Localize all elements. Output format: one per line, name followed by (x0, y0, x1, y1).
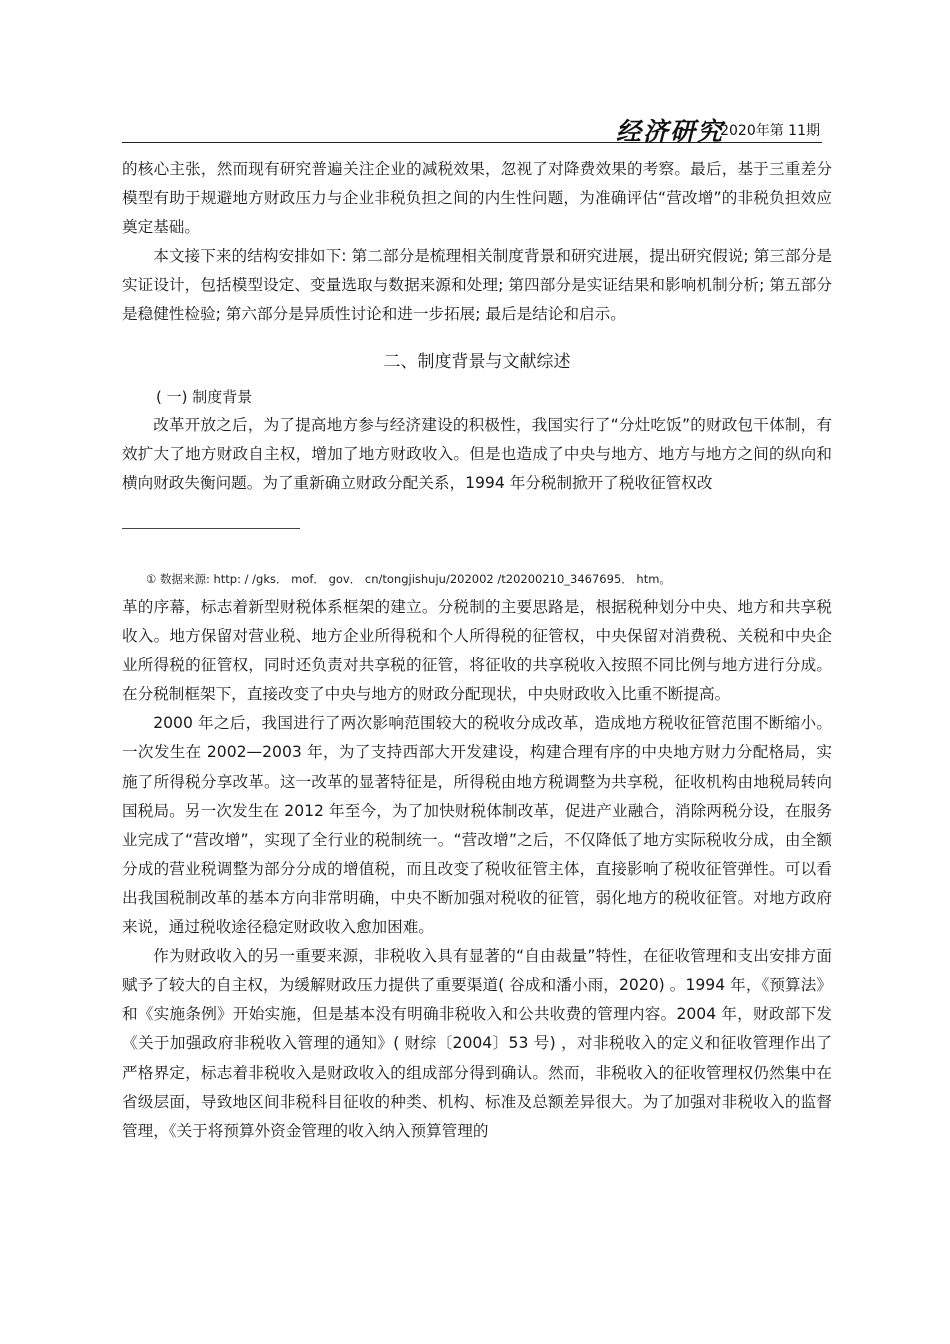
reform-block-part1 (122, 411, 832, 498)
page-header (122, 112, 822, 146)
paragraph-continued: 的核心主张，然而现有研究普遍关注企业的减税效果，忽视了对降费效果的考察。最后，基于三重差分模型有助于规避地方财政压力与企业非税负担之间的内生性问题，为准确评估“营改增”的非税负担效应奠定基础。 (122, 160, 832, 237)
issue-label: 2020年第 11期 (720, 123, 820, 139)
paragraph-2000: 2000 年之后，我国进行了两次影响范围较大的税收分成改革，造成地方税收征管范围不断缩小。一次发生在 2002—2003 年，为了支持西部大开发建设，构建合理有序的中央地方财力分配格局，实施了所得税分享改革。这一改革的显著特征是，所得税由地方税调整为共享税，征收机构由地税局转向国税局。另一次发生在 2012 年至今，为了加快财税体制改革，促进产业融合，消除两税分设，在服务业完成了“营改增”，实现了全行业的税制统一。“营改增”之后，不仅降低了地方实际税收分成，由全额分成的营业税调整为部分分成的增值税，而且改变了税收征管主体，直接影响了税收征管弹性。可以看出我国税制改革的基本方向非常明确，中央不断加强对税收的征管，弱化地方的税收征管。对地方政府来说，通过税收途径稳定财政收入愈加困难。 (122, 714, 832, 937)
paragraph-nontax: 作为财政收入的另一重要来源，非税收入具有显著的“自由裁量”特性，在征收管理和支出安排方面赋予了较大的自主权，为缓解财政压力提供了重要渠道( 谷成和潘小雨，2020) 。1994 年，《预算法》和《实施条例》开始实施，但是基本没有明确非税收入和公共收费的管理内容。2004 年，财政部下发《关于加强政府非税收入管理的通知》( 财综〔2004〕53 号) ，对非税收入的定义和征收管理作出了严格界定，标志着非税收入是财政收入的组成部分得到确认。然而，非税收入的征收管理权仍然集中在省级层面，导致地区间非税科目征收的种类、机构、标准及总额差异很大。为了加强对非税收入的监督管理，《关于将预算外资金管理的收入纳入预算管理的 (122, 947, 832, 1140)
paragraph-reform-part2: 革的序幕，标志着新型财税体系框架的建立。分税制的主要思路是，根据税种划分中央、地方和共享税收入。地方保留对营业税、地方企业所得税和个人所得税的征管权，中央保留对消费税、关税和中央企业所得税的征管权，同时还负责对共享税的征管，将征收的共享税收入按照不同比例与地方进行分成。在分税制框架下，直接改变了中央与地方的财政分配现状，中央财政收入比重不断提高。 (122, 598, 832, 704)
journal-logo: 经济研究 (615, 117, 724, 146)
paragraph-structure: 本文接下来的结构安排如下: 第二部分是梳理相关制度背景和研究进展，提出研究假说; 第三部分是实证设计，包括模型设定、变量选取与数据来源和处理; 第四部分是实证结果和影响机制分析; 第五部分是稳健性检验; 第六部分是异质性讨论和进一步拓展; 最后是结论和启示。 (122, 247, 832, 324)
subsection-title: ( 一) 制度背景 (156, 388, 253, 406)
main-text-block (122, 593, 832, 1146)
footnote-divider (122, 528, 300, 529)
section-title: 二、制度背景与文献综述 (383, 352, 571, 372)
paragraph-reform-part1: 改革开放之后，为了提高地方参与经济建设的积极性，我国实行了“分灶吃饭”的财政包干体制，有效扩大了地方财政自主权，增加了地方财政收入。但是也造成了中央与地方、地方与地方之间的纵向和横向财政失衡问题。为了重新确立财政分配关系，1994 年分税制掀开了税收征管权改 (122, 416, 832, 493)
footnote: ① 数据来源: http: / /gks． mof． gov． cn/tongjishuju/202002 /t20200210_3467695． htm。 (146, 572, 671, 586)
intro-block (122, 155, 832, 330)
